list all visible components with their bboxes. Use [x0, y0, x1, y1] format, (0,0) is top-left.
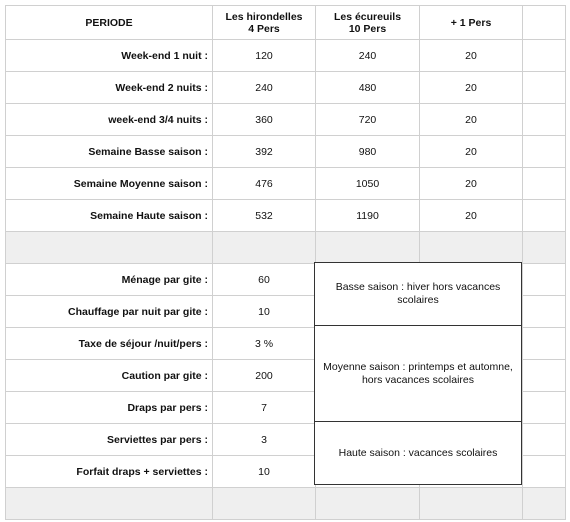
table-row	[6, 168, 566, 200]
fee-value: 10	[213, 296, 316, 328]
empty-cell	[523, 72, 566, 104]
period-label: Semaine Haute saison :	[6, 200, 213, 232]
separator-row	[6, 488, 566, 520]
header-periode: PERIODE	[6, 6, 213, 40]
fee-label: Chauffage par nuit par gite :	[6, 296, 213, 328]
fee-label: Draps par pers :	[6, 392, 213, 424]
price-hirondelles: 476	[213, 168, 316, 200]
price-ecureuils: 980	[316, 136, 420, 168]
price-extra: 20	[420, 40, 523, 72]
fee-value: 3	[213, 424, 316, 456]
price-hirondelles: 532	[213, 200, 316, 232]
header-extra-person: + 1 Pers	[420, 6, 523, 40]
season-note-basse: Basse saison : hiver hors vacances scolaires	[314, 262, 522, 326]
header-hirondelles: Les hirondelles 4 Pers	[213, 6, 316, 40]
price-extra: 20	[420, 200, 523, 232]
fee-value: 60	[213, 264, 316, 296]
fee-value: 10	[213, 456, 316, 488]
empty-cell	[523, 40, 566, 72]
fee-value: 200	[213, 360, 316, 392]
separator-row	[6, 232, 566, 264]
price-extra: 20	[420, 136, 523, 168]
table-row	[6, 72, 566, 104]
empty-cell	[523, 104, 566, 136]
price-ecureuils: 1050	[316, 168, 420, 200]
period-label: Semaine Basse saison :	[6, 136, 213, 168]
price-ecureuils: 240	[316, 40, 420, 72]
period-label: Week-end 1 nuit :	[6, 40, 213, 72]
season-note-moyenne: Moyenne saison : printemps et automne, hors vacances scolaires	[314, 325, 522, 422]
table-row	[6, 200, 566, 232]
period-label: week-end 3/4 nuits :	[6, 104, 213, 136]
empty-cell	[523, 6, 566, 40]
season-note-haute: Haute saison : vacances scolaires	[314, 421, 522, 485]
price-ecureuils: 480	[316, 72, 420, 104]
price-hirondelles: 360	[213, 104, 316, 136]
price-ecureuils: 1190	[316, 200, 420, 232]
period-label: Semaine Moyenne saison :	[6, 168, 213, 200]
empty-cell	[523, 200, 566, 232]
fee-value: 7	[213, 392, 316, 424]
price-hirondelles: 120	[213, 40, 316, 72]
header-row	[6, 6, 566, 40]
price-extra: 20	[420, 72, 523, 104]
period-label: Week-end 2 nuits :	[6, 72, 213, 104]
fee-label: Forfait draps + serviettes :	[6, 456, 213, 488]
table-row	[6, 104, 566, 136]
price-ecureuils: 720	[316, 104, 420, 136]
fee-label: Ménage par gite :	[6, 264, 213, 296]
fee-label: Caution par gite :	[6, 360, 213, 392]
fee-label: Serviettes par pers :	[6, 424, 213, 456]
price-hirondelles: 240	[213, 72, 316, 104]
fee-value: 3 %	[213, 328, 316, 360]
header-ecureuils: Les écureuils 10 Pers	[316, 6, 420, 40]
table-row	[6, 40, 566, 72]
empty-cell	[523, 168, 566, 200]
fee-label: Taxe de séjour /nuit/pers :	[6, 328, 213, 360]
table-row	[6, 136, 566, 168]
price-hirondelles: 392	[213, 136, 316, 168]
price-extra: 20	[420, 168, 523, 200]
price-extra: 20	[420, 104, 523, 136]
empty-cell	[523, 136, 566, 168]
